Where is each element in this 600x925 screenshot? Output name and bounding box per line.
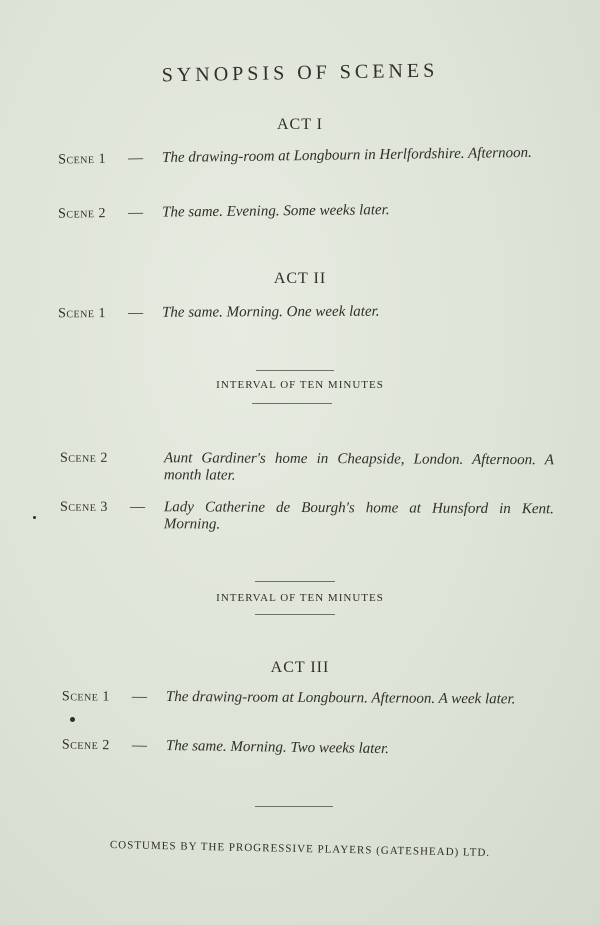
scene-dash: — <box>128 304 144 321</box>
scene-dash: — <box>129 499 146 516</box>
act-2-scene-2 <box>59 450 560 484</box>
act-1-scene-2 <box>58 200 558 222</box>
scene-description: Lady Catherine de Bourgh's home at Hunsford in Kent. Morning. <box>163 499 554 533</box>
act-2-scene-3 <box>59 499 560 533</box>
act-2-scene-1 <box>58 303 558 322</box>
scene-description: The same. Evening. Some weeks later. <box>162 202 390 221</box>
scene-description: The same. Morning. Two weeks later. <box>165 737 390 758</box>
divider-rule <box>255 806 333 807</box>
ink-spot <box>70 717 75 722</box>
scene-label: Scene 2 <box>59 450 108 466</box>
scene-label: Scene 1 <box>61 689 110 705</box>
scene-dash: — <box>131 737 148 754</box>
scene-description: The drawing-room at Longbourn in Herlfordshire. Afternoon. <box>162 144 532 167</box>
scene-description: The same. Morning. One week later. <box>162 303 380 321</box>
act-2-heading: ACT II <box>273 270 327 287</box>
act-3-heading: ACT III <box>270 659 330 676</box>
interval-note: INTERVAL OF TEN MINUTES <box>216 592 384 604</box>
act-3-scene-2 <box>61 737 562 758</box>
act-1-scene-1 <box>58 144 558 168</box>
divider-rule <box>255 614 335 615</box>
scene-dash: — <box>128 150 144 167</box>
scene-label: Scene 2 <box>61 737 110 754</box>
act-1-heading: ACT I <box>276 116 324 133</box>
scene-dash: — <box>128 204 144 221</box>
divider-rule <box>256 370 334 371</box>
divider-rule <box>252 403 332 404</box>
scene-dash: — <box>131 688 148 705</box>
interval-note: INTERVAL OF TEN MINUTES <box>216 379 384 391</box>
scene-label: Scene 1 <box>58 306 106 322</box>
scene-description: Aunt Gardiner's home in Cheapside, London. Afternoon. A month later. <box>163 450 554 484</box>
scene-label: Scene 1 <box>58 151 107 168</box>
ink-spot <box>33 516 36 519</box>
page-title: SYNOPSIS OF SCENES <box>161 59 439 87</box>
scene-label: Scene 3 <box>59 499 108 515</box>
costume-credit: COSTUMES BY THE PROGRESSIVE PLAYERS (GATESHEAD) LTD. <box>109 839 491 859</box>
scene-description: The drawing-room at Longbourn. Afternoon. A week later. <box>165 688 516 708</box>
act-3-scene-1 <box>61 688 562 708</box>
scene-label: Scene 2 <box>58 206 107 222</box>
divider-rule <box>255 581 335 582</box>
